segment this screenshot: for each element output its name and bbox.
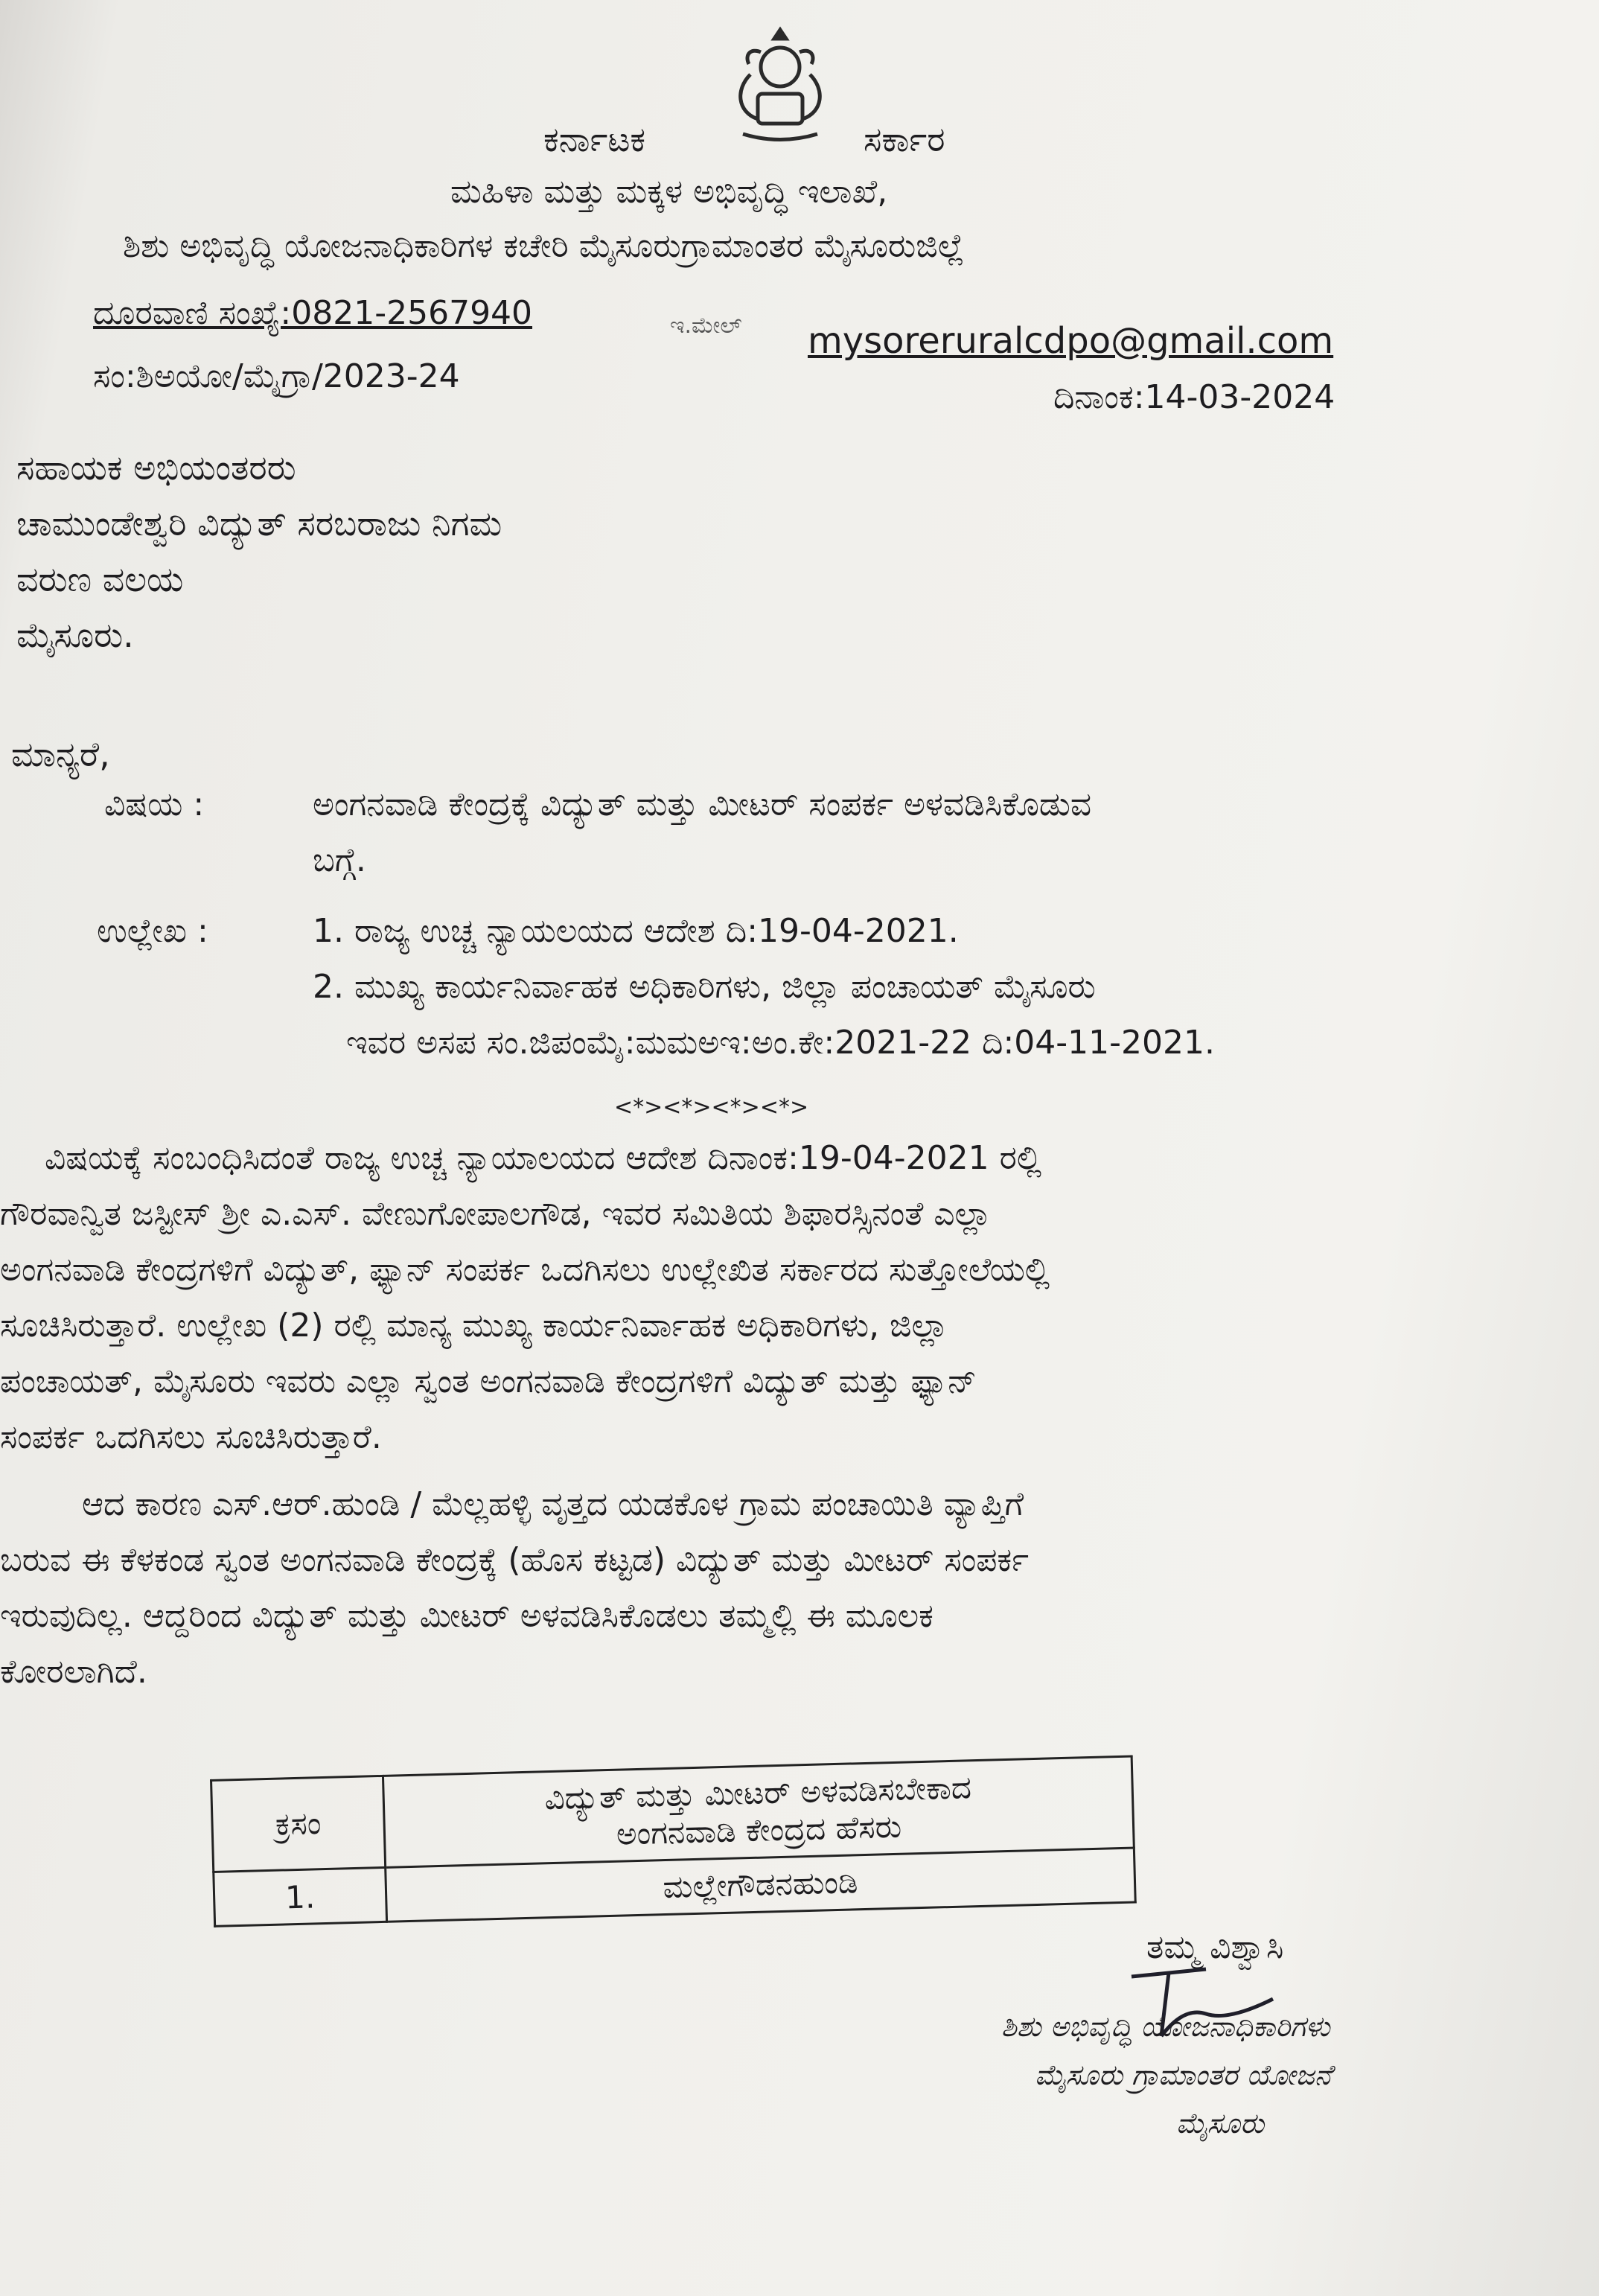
body-line: ಕೋರಲಾಗಿದೆ. [0,1653,147,1691]
reference-item: 1. ರಾಜ್ಯ ಉಚ್ಚ ನ್ಯಾಯಲಯದ ಆದೇಶ ದಿ:19-04-2021. [313,912,959,950]
reference-label: ಉಲ್ಲೇಖ : [97,912,208,950]
addressee-line: ಮೈಸೂರು. [16,615,134,655]
body-line: ಇರುವುದಿಲ್ಲ. ಆದ್ದರಿಂದ ವಿದ್ಯುತ್ ಮತ್ತು ಮೀಟರ್ ಅಳವಡಿಸಿಕೊಡಲು ತಮ್ಮಲ್ಲಿ ಈ ಮೂಲಕ [0,1597,933,1635]
seal-line: ಮೈಸೂರು ಗ್ರಾಮಾಂತರ ಯೋಜನೆ [1035,2059,1332,2091]
reference-item: ಇವರ ಅಸಪ ಸಂ.ಜಿಪಂಮೈ:ಮಮಅಇ:ಅಂ.ಕೇ:2021-22 ದಿ:04-11-2021. [346,1024,1215,1062]
body-line: ಆದ ಕಾರಣ ಎಸ್.ಆರ್.ಹುಂಡಿ / ಮೆಲ್ಲಹಳ್ಳಿ ವೃತ್ತದ ಯಡಕೊಳ ಗ್ರಾಮ ಪಂಚಾಯಿತಿ ವ್ಯಾಪ್ತಿಗೆ [82,1485,1024,1523]
seal-line: ಶಿಶು ಅಭಿವೃದ್ಧಿ ಯೋಜನಾಧಿಕಾರಿಗಳು [1001,2010,1330,2043]
table-cell-sl: 1. [214,1867,387,1926]
body-line: ವಿಷಯಕ್ಕೆ ಸಂಬಂಧಿಸಿದಂತೆ ರಾಜ್ಯ ಉಚ್ಚ ನ್ಯಾಯಾಲಯದ ಆದೇಶ ದಿನಾಂಕ:19-04-2021 ರಲ್ಲಿ [45,1139,1042,1177]
header-govt-left: ಕರ್ನಾಟಕ [543,119,646,159]
subject-label: ವಿಷಯ : [104,785,205,823]
header-department: ಮಹಿಳಾ ಮತ್ತು ಮಕ್ಕಳ ಅಭಿವೃದ್ಧಿ ಇಲಾಖೆ, [450,173,888,211]
addressee-line: ಚಾಮುಂಡೇಶ್ವರಿ ವಿದ್ಯುತ್ ಸರಬರಾಜು ನಿಗಮ [16,503,502,543]
salutation: ಮಾನ್ಯರೆ, [11,734,110,774]
closing-yours: ತಮ್ಮ ವಿಶ್ವಾಸಿ [1146,1928,1284,1966]
subject-line: ಅಂಗನವಾಡಿ ಕೇಂದ್ರಕ್ಕೆ ವಿದ್ಯುತ್ ಮತ್ತು ಮೀಟರ್ ಸಂಪರ್ಕ ಅಳವಡಿಸಿಕೊಡುವ [313,785,1092,823]
letter-date: ದಿನಾಂಕ:14-03-2024 [1053,378,1335,416]
header-govt-right: ಸರ್ಕಾರ [864,119,945,159]
table-header-name-line: ಅಂಗನವಾಡಿ ಕೇಂದ್ರದ ಹೆಸರು [616,1808,902,1852]
body-line: ಸಂಪರ್ಕ ಒದಗಿಸಲು ಸೂಚಿಸಿರುತ್ತಾರೆ. [0,1418,382,1456]
body-line: ಸೂಚಿಸಿರುತ್ತಾರೆ. ಉಲ್ಲೇಖ (2) ರಲ್ಲಿ ಮಾನ್ಯ ಮುಖ್ಯ ಕಾರ್ಯನಿರ್ವಾಹಕ ಅಧಿಕಾರಿಗಳು, ಜಿಲ್ಲಾ [0,1307,948,1345]
body-line: ಗೌರವಾನ್ವಿತ ಜಸ್ಟೀಸ್ ಶ್ರೀ ಎ.ಎಸ್. ವೇಣುಗೋಪಾಲಗೌಡ, ಇವರ ಸಮಿತಿಯ ಶಿಫಾರಸ್ಸಿನಂತೆ ಎಲ್ಲಾ [0,1195,992,1233]
anganwadi-table [210,1756,1137,1927]
state-emblem-icon [706,22,855,149]
table-header-sl: ಕ್ರಸಂ [211,1776,386,1872]
section-separator: <*><*><*><*> [614,1094,809,1120]
header-phone: ದೂರವಾಣಿ ಸಂಖ್ಯೆ:0821-2567940 [93,294,533,332]
body-line: ಪಂಚಾಯತ್, ಮೈಸೂರು ಇವರು ಎಲ್ಲಾ ಸ್ವಂತ ಅಂಗನವಾಡಿ ಕೇಂದ್ರಗಳಿಗೆ ವಿದ್ಯುತ್ ಮತ್ತು ಫ್ಯಾನ್ [0,1362,977,1400]
header-email-label: ಇ.ಮೇಲ್ [670,313,742,339]
table-cell-name: ಮಲ್ಲೇಗೌಡನಹುಂಡಿ [386,1848,1136,1922]
subject-line: ಬಗ್ಗೆ. [313,841,366,879]
reference-item: 2. ಮುಖ್ಯ ಕಾರ್ಯನಿರ್ವಾಹಕ ಅಧಿಕಾರಿಗಳು, ಜಿಲ್ಲಾ ಪಂಚಾಯತ್ ಮೈಸೂರು [313,968,1096,1006]
addressee-line: ವರುಣ ವಲಯ [16,559,184,599]
header-office: ಶಿಶು ಅಭಿವೃದ್ಧಿ ಯೋಜನಾಧಿಕಾರಿಗಳ ಕಚೇರಿ ಮೈಸೂರುಗ್ರಾಮಾಂತರ ಮೈಸೂರುಜಿಲ್ಲೆ [123,227,965,265]
header-email: mysoreruralcdpo@gmail.com [808,320,1334,362]
addressee-line: ಸಹಾಯಕ ಅಭಿಯಂತರರು [16,447,296,488]
body-line: ಬರುವ ಈ ಕೆಳಕಂಡ ಸ್ವಂತ ಅಂಗನವಾಡಿ ಕೇಂದ್ರಕ್ಕೆ (ಹೊಸ ಕಟ್ಟಡ) ವಿದ್ಯುತ್ ಮತ್ತು ಮೀಟರ್ ಸಂಪರ್ಕ [0,1541,1029,1579]
table-header-name-line: ವಿದ್ಯುತ್ ಮತ್ತು ಮೀಟರ್ ಅಳವಡಿಸಬೇಕಾದ [543,1769,972,1817]
reference-number: ಸಂ:ಶಿಅಯೋ/ಮೈಗ್ರಾ/2023-24 [93,357,460,395]
body-line: ಅಂಗನವಾಡಿ ಕೇಂದ್ರಗಳಿಗೆ ವಿದ್ಯುತ್, ಫ್ಯಾನ್ ಸಂಪರ್ಕ ಒದಗಿಸಲು ಉಲ್ಲೇಖಿತ ಸರ್ಕಾರದ ಸುತ್ತೋಲೆಯಲ್ಲಿ [0,1251,1050,1289]
seal-line: ಮೈಸೂರು [1176,2107,1265,2140]
